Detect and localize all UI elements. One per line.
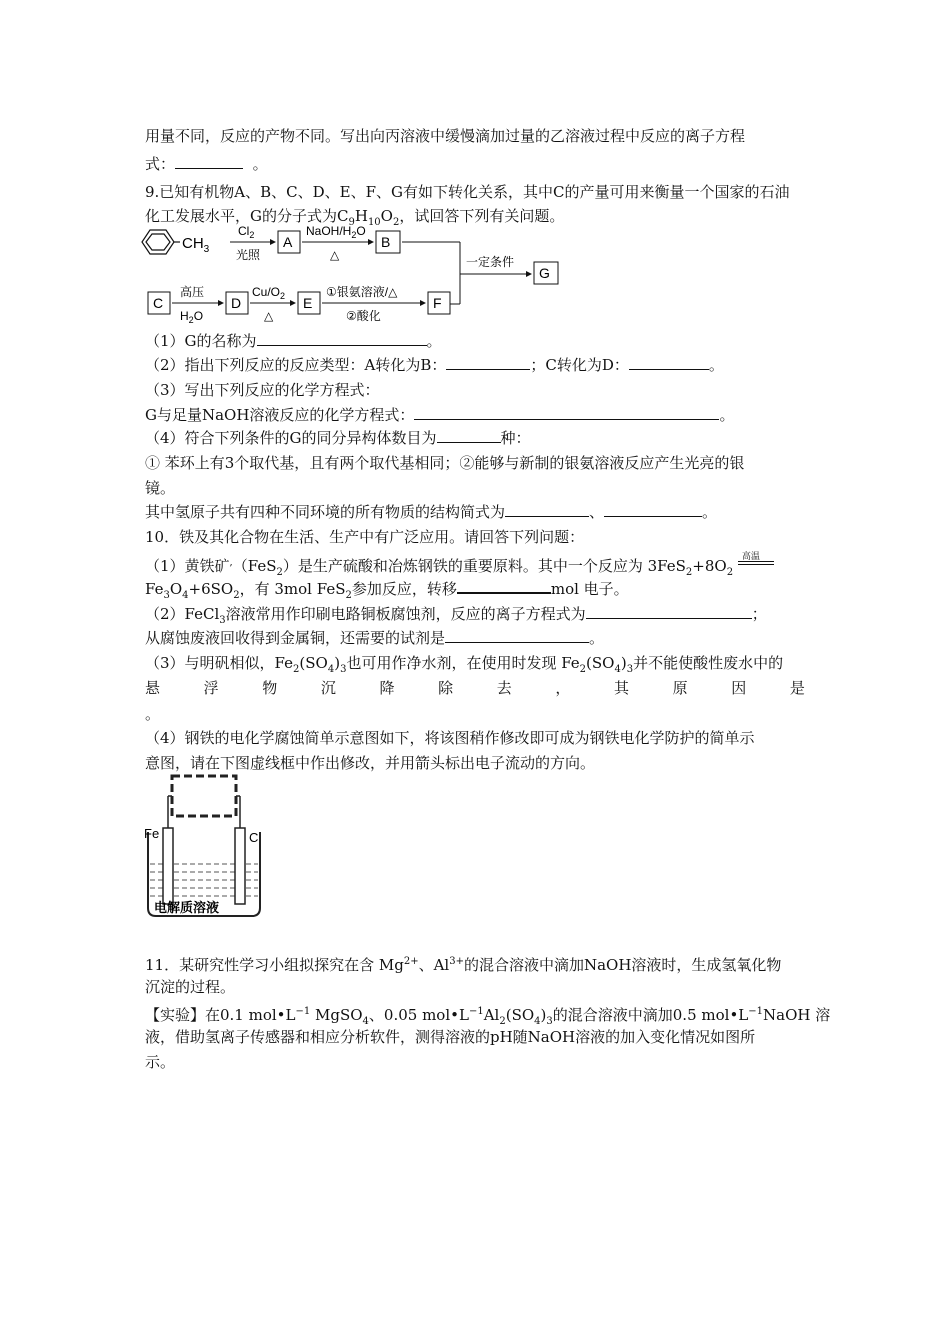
text: （1）G的名称为 xyxy=(145,332,257,350)
sub: 4 xyxy=(327,664,335,675)
text: +8O xyxy=(692,557,727,575)
answer-blank[interactable] xyxy=(604,502,702,517)
ch3-label: $CH_3$ xyxy=(182,235,210,255)
char: 是 xyxy=(789,679,805,697)
c-electrode xyxy=(235,828,245,904)
answer-blank[interactable] xyxy=(414,405,719,420)
text: O xyxy=(169,580,183,598)
text: ；C转化为D： xyxy=(530,356,629,374)
q10-sub2-cont xyxy=(145,628,604,648)
text: 、Al xyxy=(418,956,450,974)
sub: 3 xyxy=(546,1016,553,1027)
sup: , xyxy=(229,557,233,568)
reagent-label: ①银氨溶液/△ xyxy=(326,285,398,299)
text: mol 电子。 xyxy=(550,580,629,598)
char: 沉 xyxy=(320,679,336,697)
q10-sub3 xyxy=(145,653,783,680)
fe-label: Fe xyxy=(144,826,160,841)
compound-label: B xyxy=(381,234,391,250)
compound-label: F xyxy=(433,295,442,311)
text: 化工发展水平，G的分子式为C xyxy=(145,207,349,225)
char: 除 xyxy=(438,679,454,697)
text: 的混合溶液中滴加NaOH溶液时，生成氢氧化物 xyxy=(463,956,782,974)
text: (SO xyxy=(299,654,328,672)
text: 溶液常用作印刷电路铜板腐蚀剂，反应的离子方程式为 xyxy=(225,605,586,623)
reagent-label: $Cl_2$ xyxy=(238,224,255,240)
spread-text xyxy=(145,678,805,698)
text: ，有 3mol FeS xyxy=(239,580,346,598)
compound-label: C xyxy=(153,295,164,311)
answer-blank[interactable] xyxy=(629,355,709,370)
condition-label: 光照 xyxy=(236,248,261,262)
sup: −1 xyxy=(468,1006,484,1017)
answer-blank[interactable] xyxy=(446,355,530,370)
text: 。 xyxy=(708,356,724,374)
char: 因 xyxy=(731,679,747,697)
sub: 10 xyxy=(367,217,381,228)
condition-label: 高温 xyxy=(741,552,760,562)
text: 式： xyxy=(145,155,176,173)
c-label: C xyxy=(249,830,259,845)
char: 其 xyxy=(614,679,630,697)
compound-label: E xyxy=(303,295,313,311)
sub: 2 xyxy=(685,567,693,578)
sub: 3 xyxy=(163,590,170,601)
answer-blank[interactable] xyxy=(445,628,589,643)
text: ) xyxy=(620,654,627,672)
text: Fe xyxy=(145,580,164,598)
text-line xyxy=(145,154,268,174)
text: 。 xyxy=(702,503,718,521)
q11-stem xyxy=(145,952,781,975)
reaction-scheme xyxy=(140,222,580,330)
text: 其中氢原子共有四种不同环境的所有物质的结构简式为 xyxy=(145,503,506,521)
q10-sub4: （4）钢铁的电化学腐蚀简单示意图如下，将该图稍作修改即可成为钢铁电化学防护的简单示 xyxy=(145,729,755,747)
text: 并不能使酸性废水中的 xyxy=(633,654,784,672)
text: （3）与明矾相似，Fe xyxy=(145,654,294,672)
sup: −1 xyxy=(295,1006,311,1017)
text: 11．某研究性学习小组拟探究在含 Mg xyxy=(145,956,404,974)
sub: 4 xyxy=(614,664,621,675)
text: 【实验】在0.1 mol•L xyxy=(145,1006,296,1024)
char: 去 xyxy=(496,679,512,697)
corrosion-diagram xyxy=(140,772,270,922)
reagent-label: $H_2O$ xyxy=(180,309,204,325)
condition-label: 高压 xyxy=(180,285,205,299)
sub: 2 xyxy=(392,217,400,228)
text-line: 用量不同，反应的产物不同。写出向丙溶液中缓慢滴加过量的乙溶液过程中反应的离子方程 xyxy=(145,127,746,145)
sub: 2 xyxy=(293,664,300,675)
q10-sub3-spread xyxy=(145,678,805,698)
compound-label: A xyxy=(283,234,293,250)
answer-blank[interactable] xyxy=(257,331,427,346)
char: 悬 xyxy=(145,679,161,697)
char: 物 xyxy=(262,679,278,697)
text: 从腐蚀废液回收得到金属铜，还需要的试剂是 xyxy=(145,629,446,647)
sub: 2 xyxy=(499,1016,506,1027)
sub: 2 xyxy=(345,590,352,601)
q9-sub4 xyxy=(145,428,531,448)
sub: 3 xyxy=(340,664,347,675)
answer-blank[interactable] xyxy=(505,502,589,517)
char: 降 xyxy=(379,679,395,697)
fe-electrode xyxy=(163,828,173,904)
q11-experiment: 液，借助氢离子传感器和相应分析软件，测得溶液的pH随NaOH溶液的加入变化情况如图所 xyxy=(145,1028,756,1046)
solution-label: 电解质溶液 xyxy=(154,900,220,915)
answer-blank[interactable] xyxy=(457,578,551,594)
text: （FeS xyxy=(232,557,277,575)
text: 参加反应，转移 xyxy=(351,580,457,598)
text: 、 xyxy=(589,503,605,521)
dashed-box xyxy=(172,776,236,816)
char: ， xyxy=(555,679,571,697)
text: (SO xyxy=(586,654,615,672)
q9-struct xyxy=(145,502,717,522)
text: (SO xyxy=(505,1006,535,1024)
text: 。 xyxy=(719,406,735,424)
q11-experiment: 示。 xyxy=(145,1053,176,1071)
text: ）是生产硫酸和冶炼钢铁的重要原料。其中一个反应为 3FeS xyxy=(282,557,686,575)
q9-sub1 xyxy=(145,331,442,351)
text: ，试回答下列有关问题。 xyxy=(399,207,565,225)
sub: 2 xyxy=(726,567,734,578)
compound-label: G xyxy=(539,265,550,281)
sub: 2 xyxy=(579,664,587,675)
text: H xyxy=(354,207,368,225)
sub: 4 xyxy=(362,1016,369,1027)
sub: 2 xyxy=(276,567,283,578)
text: 也可用作净水剂，在使用时发现 Fe xyxy=(346,654,580,672)
condition-label: △ xyxy=(264,309,274,323)
sup: 3+ xyxy=(449,956,464,967)
condition-arrow xyxy=(738,553,774,573)
text: （1）黄铁矿 xyxy=(145,557,230,575)
sub: 4 xyxy=(182,590,189,601)
sub: 9 xyxy=(348,217,355,228)
sub: 2 xyxy=(233,590,240,601)
text: ) xyxy=(334,654,341,672)
sup: 2+ xyxy=(403,956,419,967)
text: Al xyxy=(483,1006,500,1024)
sup: −1 xyxy=(748,1006,763,1017)
condition-label: ②酸化 xyxy=(346,309,381,323)
sub: 4 xyxy=(534,1016,541,1027)
q9-cond: ① 苯环上有3个取代基，且有两个取代基相同；②能够与新制的银氨溶液反应产生光亮的银 xyxy=(145,454,745,472)
text: NaOH 溶 xyxy=(763,1006,831,1024)
q10-sub4-cont: 意图，请在下图虚线框中作出修改，并用箭头标出电子流动的方向。 xyxy=(145,754,596,772)
text: O xyxy=(380,207,393,225)
text: （2）指出下列反应的反应类型：A转化为B： xyxy=(145,356,447,374)
text: 。 xyxy=(589,629,605,647)
answer-blank[interactable] xyxy=(437,428,501,443)
text: 种： xyxy=(500,429,531,447)
q11-stem: 沉淀的过程。 xyxy=(145,978,236,996)
text: （2）FeCl xyxy=(145,605,220,623)
reagent-label: $Cu/O_2$ xyxy=(252,285,286,301)
text: 的混合溶液中滴加0.5 mol•L xyxy=(552,1006,749,1024)
benzene-ring-icon xyxy=(142,230,174,254)
sub: 3 xyxy=(219,615,226,626)
q9-sub2 xyxy=(145,355,724,375)
text: 。 xyxy=(426,332,442,350)
char: 浮 xyxy=(203,679,219,697)
text: （4）符合下列条件的G的同分异构体数目为 xyxy=(145,429,437,447)
q9-sub3-eq xyxy=(145,405,734,425)
q10-stem: 10．铁及其化合物在生活、生产中有广泛应用。请回答下列问题： xyxy=(145,528,585,546)
text: 、0.05 mol•L xyxy=(368,1006,469,1024)
condition-label: 一定条件 xyxy=(466,255,515,269)
reagent-label: NaOH/$H_2O$ xyxy=(306,224,366,240)
q10-sub1-cont xyxy=(145,578,629,606)
q9-sub3: （3）写出下列反应的化学方程式： xyxy=(145,381,380,399)
text: ； xyxy=(751,605,767,623)
text: G与足量NaOH溶液反应的化学方程式： xyxy=(145,406,415,424)
sub: 3 xyxy=(626,664,634,675)
text: MgSO xyxy=(310,1006,363,1024)
condition-label: △ xyxy=(330,248,340,262)
compound-label: D xyxy=(231,295,242,311)
answer-blank[interactable] xyxy=(175,154,243,169)
text: +6SO xyxy=(188,580,234,598)
text: 。 xyxy=(252,155,268,173)
answer-blank[interactable] xyxy=(586,604,752,619)
q10-sub3-end: 。 xyxy=(145,705,161,723)
q9-stem: 9.已知有机物A、B、C、D、E、F、G有如下转化关系，其中C的产量可用来衡量一个国家的石油 xyxy=(145,183,790,201)
q10-sub2 xyxy=(145,604,767,631)
text: ) xyxy=(540,1006,547,1024)
char: 原 xyxy=(672,679,688,697)
q9-cond: 镜。 xyxy=(145,479,176,497)
